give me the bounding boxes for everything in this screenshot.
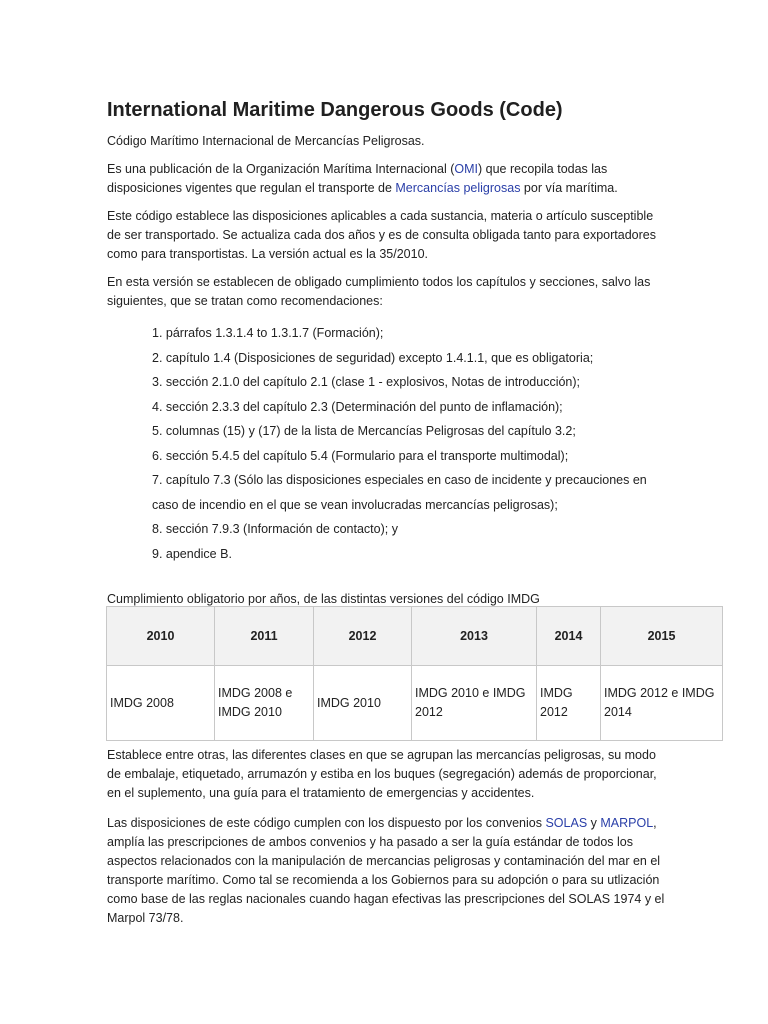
table-cell: IMDG 2010 xyxy=(314,666,412,741)
table-cell: IMDG 2012 xyxy=(537,666,601,741)
table-row xyxy=(107,666,723,741)
paragraph-version: En esta versión se establecen de obligado cumplimiento todos los capítulos y secciones, salvo las siguientes, que se tratan como recomendaciones: xyxy=(107,275,651,308)
marpol-link[interactable]: MARPOL xyxy=(600,816,654,830)
table-header-row xyxy=(107,607,723,666)
subtitle: Código Marítimo Internacional de Mercancías Peligrosas. xyxy=(107,134,425,148)
table-header-cell: 2010 xyxy=(107,607,215,666)
table-header-cell: 2012 xyxy=(314,607,412,666)
table-header-cell: 2014 xyxy=(537,607,601,666)
table-header-cell: 2013 xyxy=(412,607,537,666)
list-item: 3. sección 2.1.0 del capítulo 2.1 (clase 1 - explosivos, Notas de introducción); xyxy=(152,375,581,389)
list-item: 8. sección 7.9.3 (Información de contacto); y xyxy=(152,522,398,536)
list-item: 1. párrafos 1.3.1.4 to 1.3.1.7 (Formación); xyxy=(152,326,384,340)
paragraph-intro-text-2: ) que recopila todas las disposiciones vigentes que regulan el transporte de xyxy=(107,162,608,195)
list-item: 2. capítulo 1.4 (Disposiciones de seguridad) excepto 1.4.1.1, que es obligatoria; xyxy=(152,350,594,365)
paragraph-code-description: Este código establece las disposiciones aplicables a cada sustancia, materia o artículo susceptible de ser transportado. Se actualiza cada dos años y es de consulta obligada tanto para exportadores como para transportistas. La versión actual es la 35/2010. xyxy=(107,209,656,261)
table-cell: IMDG 2008 xyxy=(107,666,215,741)
table-caption: Cumplimiento obligatorio por años, de las distintas versiones del código IMDG xyxy=(107,592,540,606)
solas-link[interactable]: SOLAS xyxy=(545,816,588,830)
bottom-content xyxy=(107,746,667,928)
table-header-cell: 2015 xyxy=(601,607,723,666)
mercancias-peligrosas-link[interactable]: Mercancías peligrosas xyxy=(395,181,521,195)
page-title: International Maritime Dangerous Goods (Code) xyxy=(107,99,563,121)
paragraph-conventions-text-2: y xyxy=(587,816,601,830)
main-content xyxy=(107,96,667,609)
paragraph-conventions-text-3: , amplía las prescripciones de ambos convenios y ha pasado a ser la guía estándar de todos los aspectos relacionados con la manipulación de mercancias peligrosas y contaminación del mar en el transporte marítimo. Como tal se recomienda a los Gobiernos para su adopción o para su utlización como base de las reglas nacionales cuando hagan efectivas las prescripciones del SOLAS 1974 y el Marpol 73/78. xyxy=(107,816,665,925)
omi-link[interactable]: OMI xyxy=(454,162,479,176)
paragraph-intro-text-1: Es una publicación de la Organización Marítima Internacional ( xyxy=(107,162,455,176)
paragraph-classes: Establece entre otras, las diferentes clases en que se agrupan las mercancías peligrosas, su modo de embalaje, etiquetado, arrumazón y estiba en los buques (segregación) además de proporcionar, en el suplemento, una guía para el tratamiento de emergencias y accidentes. xyxy=(107,748,657,800)
table-cell: IMDG 2010 e IMDG 2012 xyxy=(412,666,537,741)
table-header-cell: 2011 xyxy=(215,607,314,666)
paragraph-conventions xyxy=(107,814,667,928)
list-item: 7. capítulo 7.3 (Sólo las disposiciones especiales en caso de incidente y precauciones en caso de incendio en el que se vean involucradas mercancías peligrosas); xyxy=(152,473,647,512)
imdg-compliance-table xyxy=(106,606,723,741)
paragraph-intro-text-3: por vía marítima. xyxy=(520,181,618,195)
paragraph-intro xyxy=(107,160,667,198)
table-cell: IMDG 2012 e IMDG 2014 xyxy=(601,666,723,741)
list-item: 9. apendice B. xyxy=(152,546,232,561)
recommendations-list xyxy=(107,321,667,566)
paragraph-conventions-text-1: Las disposiciones de este código cumplen con los dispuesto por los convenios xyxy=(107,816,546,830)
list-item: 6. sección 5.4.5 del capítulo 5.4 (Formulario para el transporte multimodal); xyxy=(152,448,569,463)
list-item: 4. sección 2.3.3 del capítulo 2.3 (Determinación del punto de inflamación); xyxy=(152,399,563,414)
table-cell: IMDG 2008 e IMDG 2010 xyxy=(215,666,314,741)
list-item: 5. columnas (15) y (17) de la lista de Mercancías Peligrosas del capítulo 3.2; xyxy=(152,424,576,438)
